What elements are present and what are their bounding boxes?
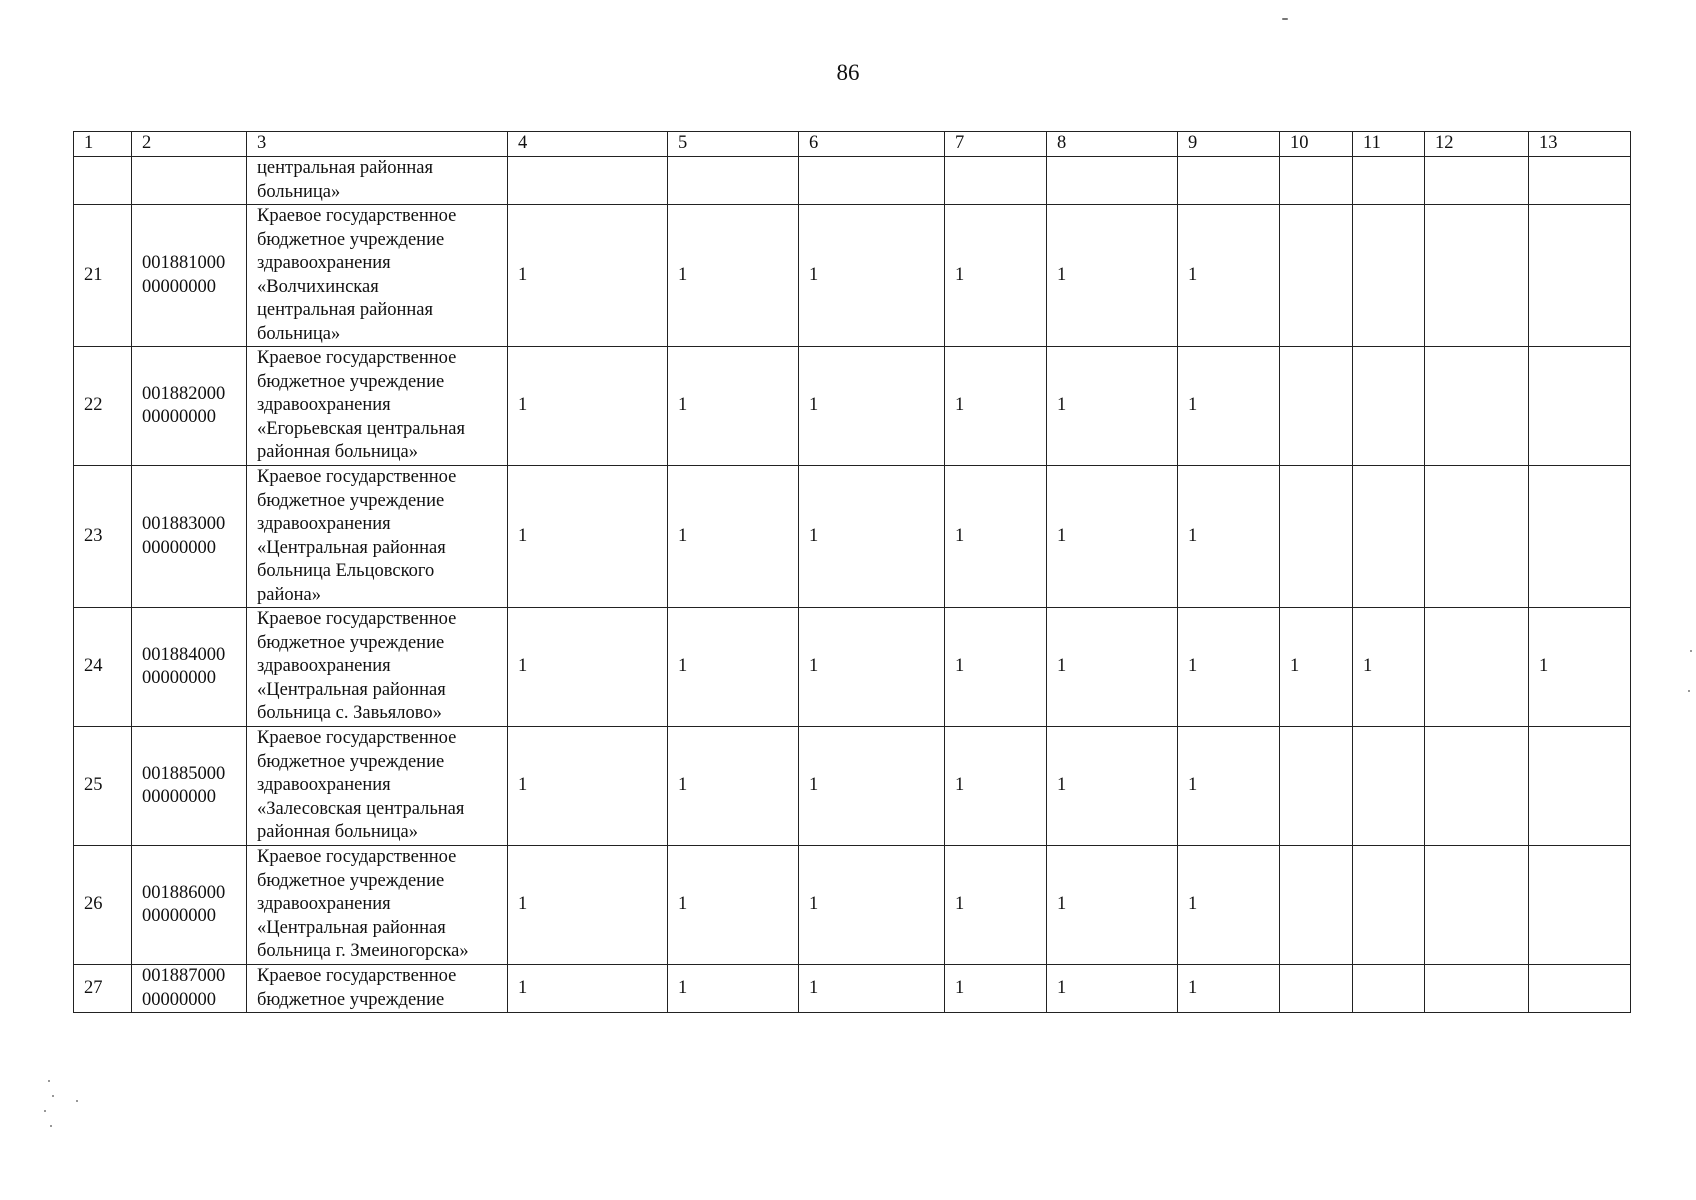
column-header-7: 7 (945, 132, 1047, 157)
row-number (74, 157, 132, 205)
value-cell-col-13 (1529, 157, 1631, 205)
value-cell-col-8 (1047, 157, 1178, 205)
value-cell-col-9: 1 (1178, 466, 1280, 608)
value-cell-col-8: 1 (1047, 965, 1178, 1013)
row-number: 22 (74, 347, 132, 466)
table-row (74, 205, 1631, 347)
value-cell-col-9: 1 (1178, 205, 1280, 347)
value-cell-col-13 (1529, 347, 1631, 466)
name-line: больница г. Змеиногорска» (257, 941, 469, 961)
value-cell-col-12 (1425, 727, 1529, 846)
table-body (74, 157, 1631, 1013)
name-line: «Залесовская центральная (257, 798, 465, 819)
name-line: бюджетное учреждение (257, 229, 445, 250)
value-cell-col-6 (799, 157, 945, 205)
value-cell-col-7: 1 (945, 347, 1047, 466)
value-cell-col-11: 1 (1353, 608, 1425, 727)
name-line: больница» (257, 181, 341, 202)
header-row (74, 132, 1631, 157)
value-cell-col-4 (508, 157, 668, 205)
code-line: 00000000 (142, 668, 216, 688)
value-cell-col-12 (1425, 466, 1529, 608)
row-number: 21 (74, 205, 132, 347)
column-header-11: 11 (1353, 132, 1425, 157)
value-cell-col-5: 1 (668, 727, 799, 846)
value-cell-col-5: 1 (668, 965, 799, 1013)
table-row (74, 347, 1631, 466)
code-line: 00000000 (142, 407, 216, 427)
name-line: «Центральная районная (257, 917, 446, 938)
value-cell-col-6: 1 (799, 727, 945, 846)
value-cell-col-12 (1425, 347, 1529, 466)
value-cell-col-4: 1 (508, 347, 668, 466)
table-row (74, 608, 1631, 727)
institution-name (247, 727, 508, 846)
code-line: 001882000 (142, 383, 226, 404)
value-cell-col-6: 1 (799, 466, 945, 608)
column-header-9: 9 (1178, 132, 1280, 157)
name-line: здравоохранения (257, 395, 391, 415)
name-line: районная больница» (257, 822, 419, 842)
name-line: бюджетное учреждение (257, 989, 445, 1010)
value-cell-col-4: 1 (508, 846, 668, 965)
column-header-13: 13 (1529, 132, 1631, 157)
value-cell-col-11 (1353, 846, 1425, 965)
institution-code (132, 965, 247, 1013)
row-number: 23 (74, 466, 132, 608)
value-cell-col-6: 1 (799, 846, 945, 965)
value-cell-col-5: 1 (668, 846, 799, 965)
value-cell-col-8: 1 (1047, 347, 1178, 466)
name-line: Краевое государственное (257, 206, 457, 226)
code-line: 001881000 (142, 253, 226, 273)
institution-code (132, 727, 247, 846)
name-line: здравоохранения (257, 253, 391, 273)
value-cell-col-10 (1280, 846, 1353, 965)
table-row (74, 965, 1631, 1013)
table-row (74, 157, 1631, 205)
value-cell-col-12 (1425, 965, 1529, 1013)
value-cell-col-5: 1 (668, 347, 799, 466)
name-line: бюджетное учреждение (257, 632, 445, 653)
row-number: 24 (74, 608, 132, 727)
institution-name (247, 846, 508, 965)
name-line: Краевое государственное (257, 609, 457, 629)
institution-code (132, 205, 247, 347)
institution-name (247, 965, 508, 1013)
value-cell-col-10 (1280, 205, 1353, 347)
value-cell-col-12 (1425, 157, 1529, 205)
value-cell-col-8: 1 (1047, 727, 1178, 846)
column-header-6: 6 (799, 132, 945, 157)
value-cell-col-11 (1353, 965, 1425, 1013)
column-header-4: 4 (508, 132, 668, 157)
value-cell-col-9 (1178, 157, 1280, 205)
institution-name (247, 205, 508, 347)
value-cell-col-11 (1353, 347, 1425, 466)
name-line: районная больница» (257, 442, 419, 462)
value-cell-col-7: 1 (945, 727, 1047, 846)
name-line: здравоохранения (257, 656, 391, 676)
institution-name (247, 466, 508, 608)
name-line: бюджетное учреждение (257, 490, 445, 511)
value-cell-col-8: 1 (1047, 608, 1178, 727)
value-cell-col-7: 1 (945, 846, 1047, 965)
name-line: здравоохранения (257, 514, 391, 534)
institution-code (132, 608, 247, 727)
value-cell-col-7: 1 (945, 205, 1047, 347)
value-cell-col-10 (1280, 347, 1353, 466)
scan-speck (44, 1110, 46, 1112)
column-header-3: 3 (247, 132, 508, 157)
name-line: «Центральная районная (257, 679, 446, 700)
value-cell-col-5: 1 (668, 608, 799, 727)
value-cell-col-11 (1353, 466, 1425, 608)
code-line: 00000000 (142, 989, 216, 1010)
value-cell-col-6: 1 (799, 965, 945, 1013)
value-cell-col-4: 1 (508, 727, 668, 846)
row-number: 26 (74, 846, 132, 965)
institution-name (247, 608, 508, 727)
row-number: 25 (74, 727, 132, 846)
value-cell-col-7 (945, 157, 1047, 205)
code-line: 00000000 (142, 787, 216, 807)
value-cell-col-8: 1 (1047, 846, 1178, 965)
scan-speck (48, 1080, 50, 1082)
value-cell-col-6: 1 (799, 205, 945, 347)
code-line: 00000000 (142, 276, 216, 297)
value-cell-col-4: 1 (508, 466, 668, 608)
column-header-12: 12 (1425, 132, 1529, 157)
name-line: «Волчихинская (257, 276, 379, 297)
code-line: 00000000 (142, 906, 216, 926)
value-cell-col-13 (1529, 727, 1631, 846)
name-line: бюджетное учреждение (257, 371, 445, 392)
value-cell-col-9: 1 (1178, 608, 1280, 727)
value-cell-col-13 (1529, 205, 1631, 347)
table-row (74, 466, 1631, 608)
institution-name (247, 347, 508, 466)
value-cell-col-8: 1 (1047, 205, 1178, 347)
code-line: 001886000 (142, 882, 226, 903)
scan-speck (1688, 690, 1690, 692)
value-cell-col-13 (1529, 466, 1631, 608)
value-cell-col-13: 1 (1529, 608, 1631, 727)
table-header (74, 132, 1631, 157)
name-line: Краевое государственное (257, 467, 457, 487)
name-line: района» (257, 584, 321, 605)
code-line: 001884000 (142, 644, 226, 665)
value-cell-col-10 (1280, 466, 1353, 608)
name-line: центральная районная (257, 158, 433, 178)
value-cell-col-5: 1 (668, 205, 799, 347)
value-cell-col-11 (1353, 157, 1425, 205)
table-row (74, 727, 1631, 846)
value-cell-col-7: 1 (945, 608, 1047, 727)
value-cell-col-9: 1 (1178, 347, 1280, 466)
institution-code (132, 157, 247, 205)
value-cell-col-9: 1 (1178, 965, 1280, 1013)
value-cell-col-7: 1 (945, 965, 1047, 1013)
value-cell-col-4: 1 (508, 205, 668, 347)
column-header-2: 2 (132, 132, 247, 157)
name-line: здравоохранения (257, 894, 391, 914)
name-line: здравоохранения (257, 775, 391, 795)
value-cell-col-12 (1425, 846, 1529, 965)
code-line: 001883000 (142, 514, 226, 534)
code-line: 001887000 (142, 966, 226, 986)
value-cell-col-5: 1 (668, 466, 799, 608)
institution-code (132, 466, 247, 608)
value-cell-col-13 (1529, 846, 1631, 965)
name-line: Краевое государственное (257, 966, 457, 986)
institution-name (247, 157, 508, 205)
scan-speck (1690, 650, 1692, 652)
registry-table (73, 131, 1631, 1013)
column-header-1: 1 (74, 132, 132, 157)
row-number: 27 (74, 965, 132, 1013)
name-line: бюджетное учреждение (257, 870, 445, 891)
value-cell-col-9: 1 (1178, 846, 1280, 965)
scan-speck (1282, 18, 1288, 20)
value-cell-col-4: 1 (508, 965, 668, 1013)
name-line: больница» (257, 323, 341, 344)
value-cell-col-6: 1 (799, 347, 945, 466)
column-header-10: 10 (1280, 132, 1353, 157)
name-line: Краевое государственное (257, 728, 457, 748)
value-cell-col-13 (1529, 965, 1631, 1013)
value-cell-col-6: 1 (799, 608, 945, 727)
value-cell-col-10 (1280, 965, 1353, 1013)
value-cell-col-4: 1 (508, 608, 668, 727)
value-cell-col-9: 1 (1178, 727, 1280, 846)
institution-code (132, 846, 247, 965)
value-cell-col-10 (1280, 727, 1353, 846)
column-header-5: 5 (668, 132, 799, 157)
name-line: «Центральная районная (257, 537, 446, 558)
name-line: больница с. Завьялово» (257, 703, 442, 723)
scan-speck (50, 1125, 52, 1127)
value-cell-col-11 (1353, 205, 1425, 347)
value-cell-col-11 (1353, 727, 1425, 846)
name-line: «Егорьевская центральная (257, 418, 465, 439)
name-line: больница Ельцовского (257, 561, 435, 581)
name-line: Краевое государственное (257, 348, 457, 368)
scan-speck (76, 1100, 78, 1102)
value-cell-col-12 (1425, 608, 1529, 727)
value-cell-col-10: 1 (1280, 608, 1353, 727)
scan-speck (52, 1095, 54, 1097)
institution-code (132, 347, 247, 466)
column-header-8: 8 (1047, 132, 1178, 157)
table-row (74, 846, 1631, 965)
page-number: 86 (836, 60, 860, 85)
value-cell-col-7: 1 (945, 466, 1047, 608)
name-line: Краевое государственное (257, 847, 457, 867)
value-cell-col-12 (1425, 205, 1529, 347)
value-cell-col-10 (1280, 157, 1353, 205)
name-line: центральная районная (257, 300, 433, 320)
value-cell-col-5 (668, 157, 799, 205)
code-line: 001885000 (142, 763, 226, 784)
value-cell-col-8: 1 (1047, 466, 1178, 608)
name-line: бюджетное учреждение (257, 751, 445, 772)
code-line: 00000000 (142, 537, 216, 558)
